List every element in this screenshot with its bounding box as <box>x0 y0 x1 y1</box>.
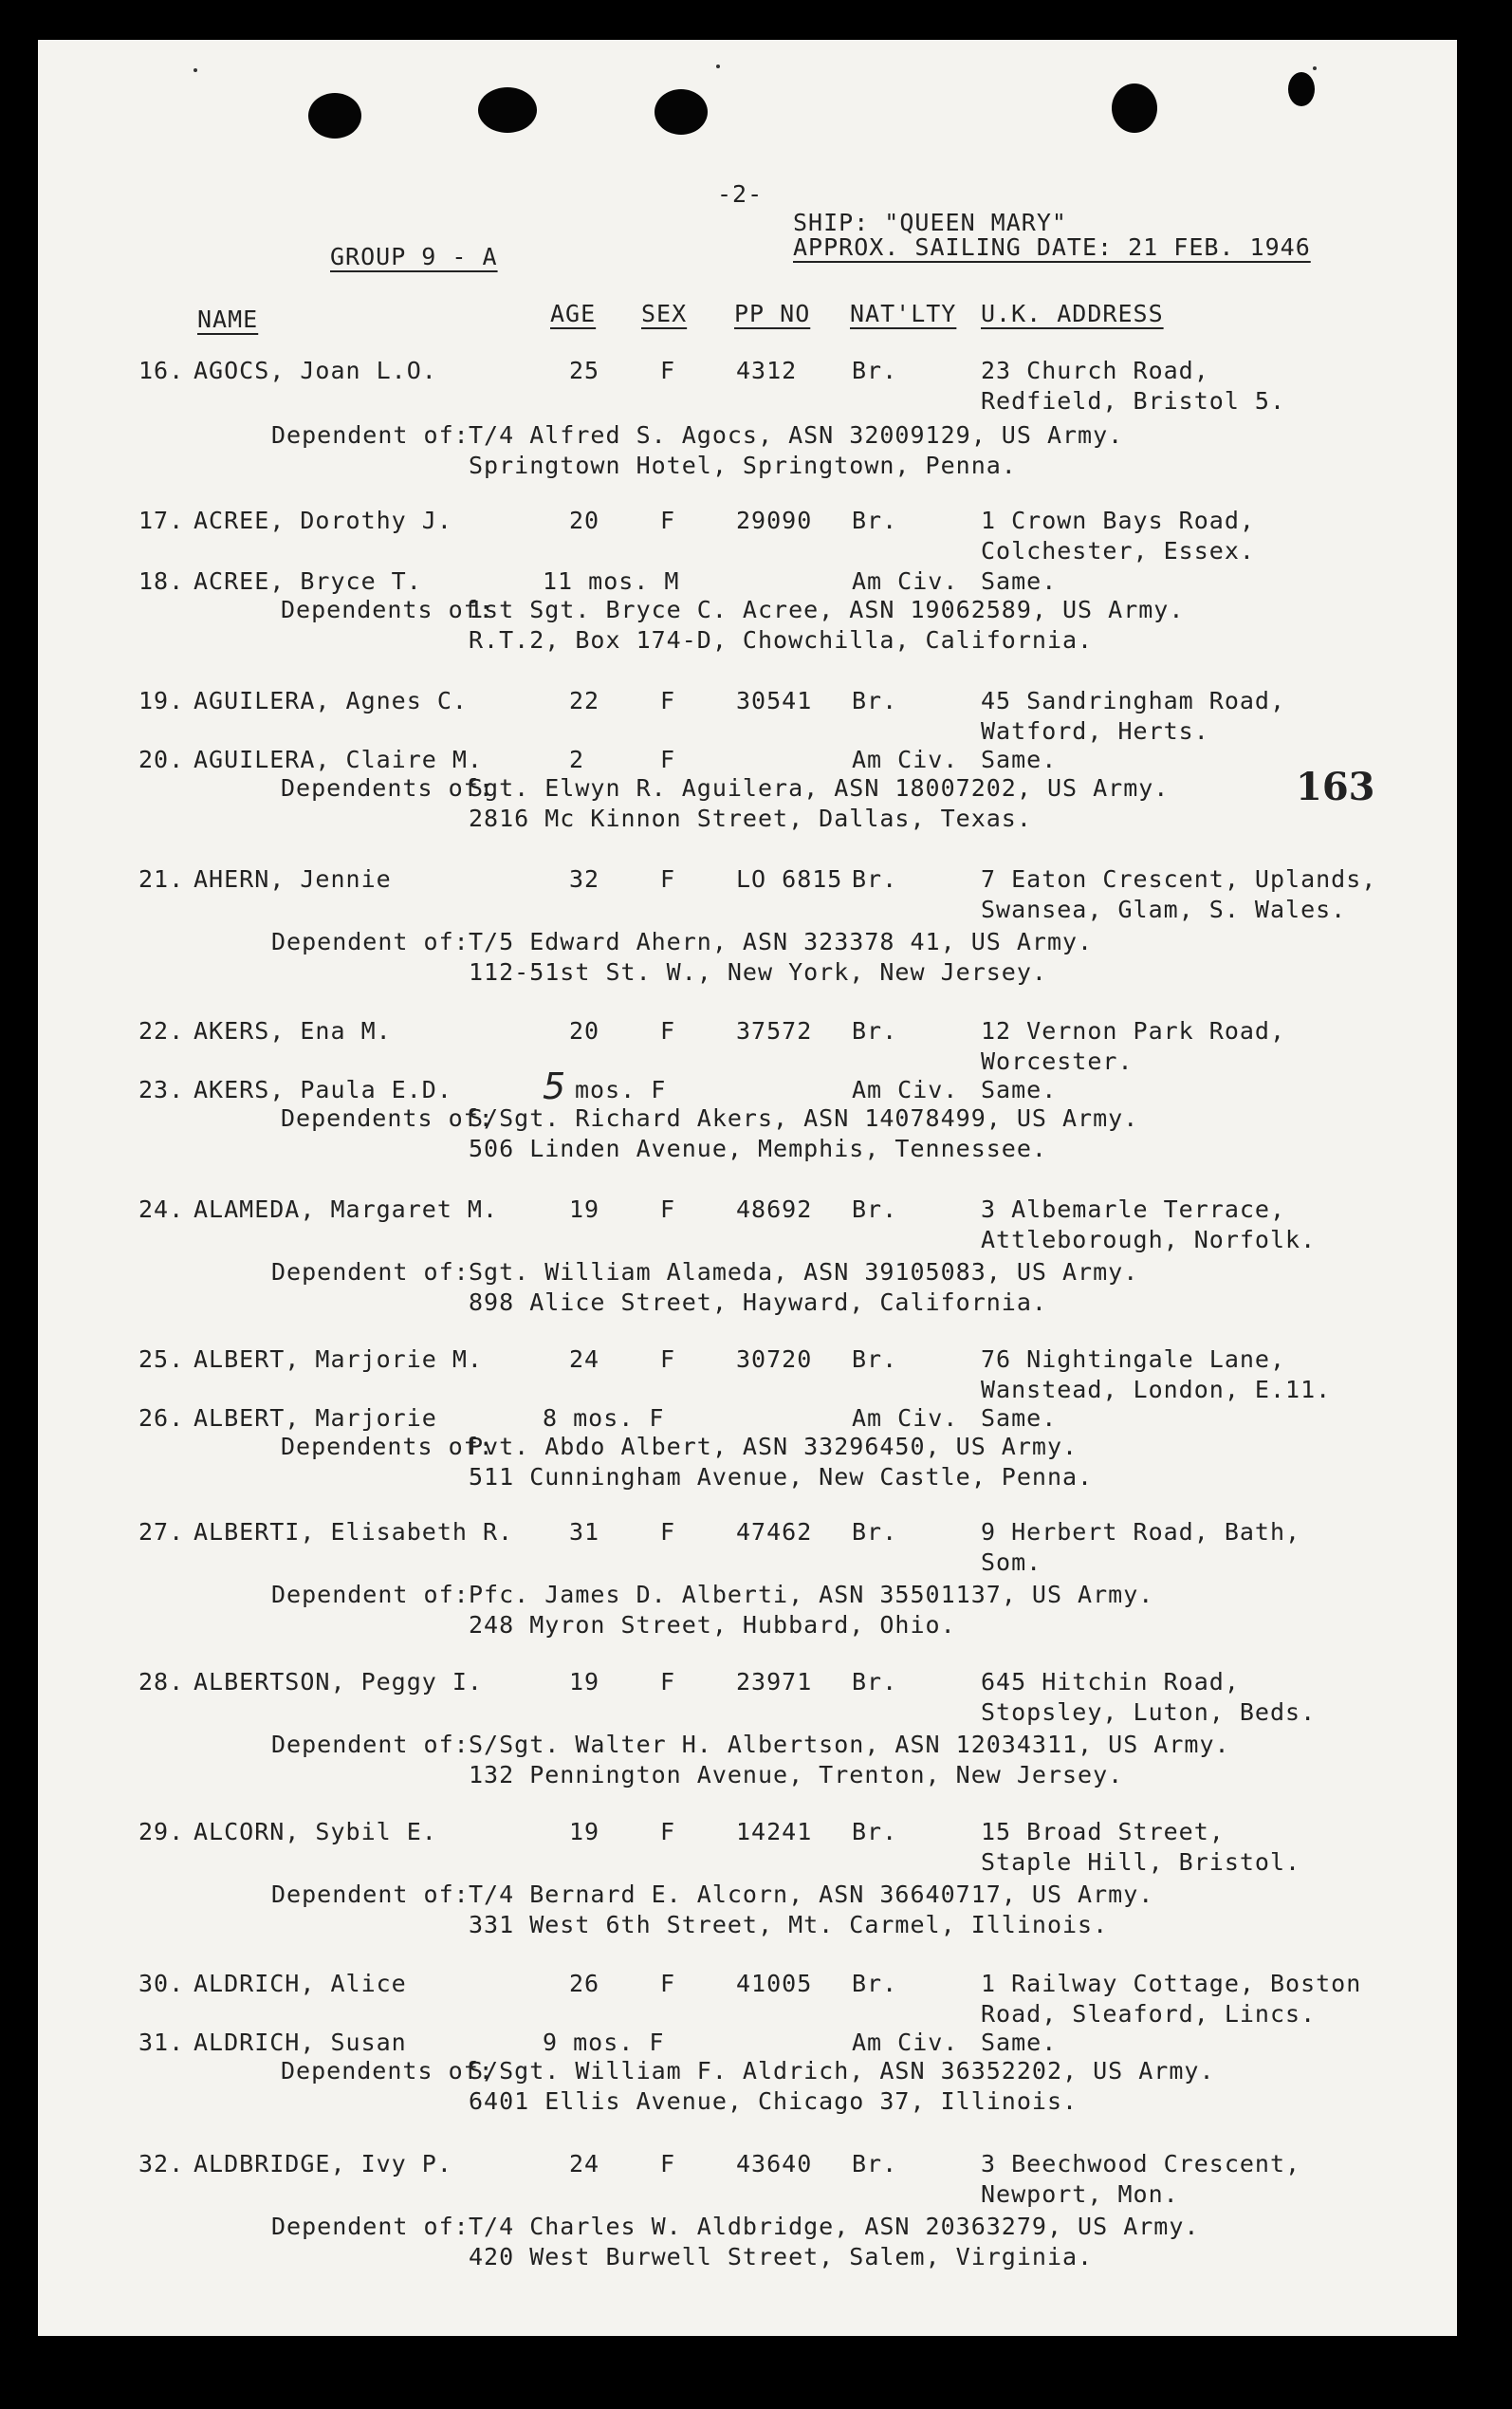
uk-address-line2: Wanstead, London, E.11. <box>981 1376 1332 1403</box>
passenger-list <box>38 40 1457 2336</box>
uk-address-line1: 1 Railway Cottage, Boston <box>981 1970 1362 1997</box>
passenger-name: AGUILERA, Claire M. <box>194 746 483 773</box>
dependent-label: Dependent of: <box>271 928 470 955</box>
column-header-uk-address: U.K. ADDRESS <box>981 300 1164 327</box>
sex-value: F <box>660 1017 676 1045</box>
uk-address-line1: 3 Albemarle Terrace, <box>981 1195 1286 1223</box>
sponsor-address: 132 Pennington Avenue, Trenton, New Jersey. <box>469 1761 1124 1788</box>
passport-number: 47462 <box>736 1518 813 1546</box>
age-value: 31 <box>569 1518 600 1546</box>
passenger-name: ALDRICH, Susan <box>194 2029 407 2056</box>
age-value: 11 mos. M <box>543 567 680 595</box>
entry-number: 18. <box>138 567 185 595</box>
passenger-name: ACREE, Dorothy J. <box>194 507 452 534</box>
passport-number: 23971 <box>736 1668 813 1696</box>
entry-number: 19. <box>138 687 185 714</box>
dependent-label: Dependent of: <box>271 1881 470 1908</box>
uk-address-line1: Same. <box>981 746 1058 773</box>
nationality-value: Am Civ. <box>852 746 959 773</box>
uk-address-line1: 76 Nightingale Lane, <box>981 1345 1286 1373</box>
nationality-value: Br. <box>852 687 898 714</box>
uk-address-line1: 3 Beechwood Crescent, <box>981 2150 1301 2177</box>
dependent-label: Dependents of: <box>281 1433 494 1460</box>
passport-number: 4312 <box>736 357 798 384</box>
nationality-value: Am Civ. <box>852 1404 959 1432</box>
uk-address-line1: 7 Eaton Crescent, Uplands, <box>981 865 1377 893</box>
sponsor-address: R.T.2, Box 174-D, Chowchilla, California. <box>469 626 1094 654</box>
nationality-value: Br. <box>852 1668 898 1696</box>
column-header-name: NAME <box>197 306 259 333</box>
sex-value: F <box>660 357 676 384</box>
passenger-name: AGUILERA, Agnes C. <box>194 687 468 714</box>
age-value: 24 <box>569 1345 600 1373</box>
nationality-value: Br. <box>852 1970 898 1997</box>
dependent-label: Dependent of: <box>271 1731 470 1758</box>
sponsor-line: Sgt. Elwyn R. Aguilera, ASN 18007202, US Army. <box>469 774 1170 802</box>
entry-number: 27. <box>138 1518 185 1546</box>
column-header-sex: SEX <box>641 300 688 327</box>
nationality-value: Am Civ. <box>852 2029 959 2056</box>
sex-value: F <box>660 2150 676 2177</box>
entry-number: 31. <box>138 2029 185 2056</box>
uk-address-line1: Same. <box>981 2029 1058 2056</box>
sex-value: F <box>660 1195 676 1223</box>
nationality-value: Br. <box>852 1195 898 1223</box>
sex-value: F <box>660 1970 676 1997</box>
age-value: 9 mos. F <box>543 2029 665 2056</box>
ship-name: SHIP: "QUEEN MARY" <box>793 209 1067 236</box>
entry-number: 16. <box>138 357 185 384</box>
age-value: 8 mos. F <box>543 1404 665 1432</box>
passenger-name: ALBERT, Marjorie <box>194 1404 437 1432</box>
sponsor-line: S/Sgt. Richard Akers, ASN 14078499, US Army. <box>469 1104 1139 1132</box>
sponsor-line: T/4 Alfred S. Agocs, ASN 32009129, US Army. <box>469 421 1124 449</box>
passenger-name: AKERS, Paula E.D. <box>194 1076 452 1103</box>
entry-number: 26. <box>138 1404 185 1432</box>
entry-number: 25. <box>138 1345 185 1373</box>
age-value: 2 <box>569 746 585 773</box>
age-value: 24 <box>569 2150 600 2177</box>
page-number: -2- <box>717 180 764 208</box>
uk-address-line2: Newport, Mon. <box>981 2180 1179 2208</box>
sponsor-address: 511 Cunningham Avenue, New Castle, Penna. <box>469 1463 1094 1491</box>
passport-number: LO 6815 <box>736 865 843 893</box>
sex-value: F <box>660 865 676 893</box>
uk-address-line1: Same. <box>981 1404 1058 1432</box>
uk-address-line2: Road, Sleaford, Lincs. <box>981 2000 1317 2028</box>
sponsor-line: S/Sgt. Walter H. Albertson, ASN 12034311, US Army. <box>469 1731 1230 1758</box>
age-value: 22 <box>569 687 600 714</box>
dependent-label: Dependents of: <box>281 774 494 802</box>
uk-address-line1: Same. <box>981 567 1058 595</box>
passenger-name: AHERN, Jennie <box>194 865 392 893</box>
passport-number: 14241 <box>736 1818 813 1845</box>
entry-number: 29. <box>138 1818 185 1845</box>
sponsor-address: Springtown Hotel, Springtown, Penna. <box>469 452 1017 479</box>
document-page <box>38 40 1457 2336</box>
sponsor-address: 6401 Ellis Avenue, Chicago 37, Illinois. <box>469 2087 1079 2115</box>
passenger-name: ALDBRIDGE, Ivy P. <box>194 2150 452 2177</box>
uk-address-line1: 12 Vernon Park Road, <box>981 1017 1286 1045</box>
sponsor-address: 2816 Mc Kinnon Street, Dallas, Texas. <box>469 805 1032 832</box>
sponsor-line: 1st Sgt. Bryce C. Acree, ASN 19062589, US Army. <box>469 596 1185 623</box>
nationality-value: Br. <box>852 1518 898 1546</box>
passenger-name: AGOCS, Joan L.O. <box>194 357 437 384</box>
age-value: 20 <box>569 507 600 534</box>
age-value: 25 <box>569 357 600 384</box>
nationality-value: Br. <box>852 507 898 534</box>
passenger-name: AKERS, Ena M. <box>194 1017 392 1045</box>
nationality-value: Br. <box>852 865 898 893</box>
uk-address-line1: 23 Church Road, <box>981 357 1209 384</box>
dependent-label: Dependent of: <box>271 2213 470 2240</box>
uk-address-line2: Redfield, Bristol 5. <box>981 387 1286 415</box>
uk-address-line1: 15 Broad Street, <box>981 1818 1225 1845</box>
uk-address-line1: 9 Herbert Road, Bath, <box>981 1518 1301 1546</box>
uk-address-line2: Swansea, Glam, S. Wales. <box>981 896 1347 923</box>
nationality-value: Br. <box>852 1818 898 1845</box>
column-header-pp-no: PP NO <box>734 300 811 327</box>
dependent-label: Dependents of: <box>281 596 494 623</box>
age-handwritten: 5 <box>543 1066 566 1107</box>
passenger-name: ALCORN, Sybil E. <box>194 1818 437 1845</box>
sponsor-line: Pfc. James D. Alberti, ASN 35501137, US Army. <box>469 1581 1154 1608</box>
age-value: 19 <box>569 1668 600 1696</box>
uk-address-line1: 645 Hitchin Road, <box>981 1668 1240 1696</box>
nationality-value: Br. <box>852 1345 898 1373</box>
sailing-date: APPROX. SAILING DATE: 21 FEB. 1946 <box>793 233 1311 261</box>
passport-number: 37572 <box>736 1017 813 1045</box>
dependent-label: Dependents of: <box>281 2057 494 2085</box>
passport-number: 29090 <box>736 507 813 534</box>
dependent-label: Dependent of: <box>271 421 470 449</box>
uk-address-line2: Colchester, Essex. <box>981 537 1255 565</box>
entry-number: 22. <box>138 1017 185 1045</box>
sponsor-line: Sgt. William Alameda, ASN 39105083, US Army. <box>469 1258 1139 1286</box>
dependent-label: Dependent of: <box>271 1258 470 1286</box>
uk-address-line2: Watford, Herts. <box>981 717 1209 745</box>
uk-address-line2: Worcester. <box>981 1047 1134 1075</box>
column-header-age: AGE <box>550 300 597 327</box>
entry-number: 30. <box>138 1970 185 1997</box>
sponsor-address: 506 Linden Avenue, Memphis, Tennessee. <box>469 1135 1047 1162</box>
nationality-value: Am Civ. <box>852 1076 959 1103</box>
sex-value: F <box>660 1345 676 1373</box>
passport-number: 41005 <box>736 1970 813 1997</box>
sponsor-address: 248 Myron Street, Hubbard, Ohio. <box>469 1611 956 1639</box>
sex-value: F <box>660 1518 676 1546</box>
age-value: 20 <box>569 1017 600 1045</box>
uk-address-line1: 1 Crown Bays Road, <box>981 507 1255 534</box>
passport-number: 43640 <box>736 2150 813 2177</box>
entry-number: 32. <box>138 2150 185 2177</box>
age-value: 32 <box>569 865 600 893</box>
age-value: 19 <box>569 1818 600 1845</box>
passenger-name: ALBERT, Marjorie M. <box>194 1345 483 1373</box>
uk-address-line1: Same. <box>981 1076 1058 1103</box>
sponsor-address: 420 West Burwell Street, Salem, Virginia. <box>469 2243 1094 2270</box>
uk-address-line2: Som. <box>981 1548 1042 1576</box>
sponsor-line: T/4 Bernard E. Alcorn, ASN 36640717, US Army. <box>469 1881 1154 1908</box>
uk-address-line1: 45 Sandringham Road, <box>981 687 1286 714</box>
entry-number: 28. <box>138 1668 185 1696</box>
nationality-value: Br. <box>852 2150 898 2177</box>
uk-address-line2: Staple Hill, Bristol. <box>981 1848 1301 1876</box>
passenger-name: ALBERTSON, Peggy I. <box>194 1668 483 1696</box>
dependent-label: Dependent of: <box>271 1581 470 1608</box>
entry-number: 24. <box>138 1195 185 1223</box>
age-value: 19 <box>569 1195 600 1223</box>
passport-number: 48692 <box>736 1195 813 1223</box>
nationality-value: Br. <box>852 1017 898 1045</box>
age-value: 26 <box>569 1970 600 1997</box>
sex-value: F <box>660 1668 676 1696</box>
sponsor-line: T/5 Edward Ahern, ASN 323378 41, US Army. <box>469 928 1094 955</box>
sponsor-line: Pvt. Abdo Albert, ASN 33296450, US Army. <box>469 1433 1079 1460</box>
passport-number: 30541 <box>736 687 813 714</box>
sex-value: F <box>660 746 676 773</box>
passport-number: 30720 <box>736 1345 813 1373</box>
sponsor-address: 112-51st St. W., New York, New Jersey. <box>469 958 1047 986</box>
dependent-label: Dependents of: <box>281 1104 494 1132</box>
nationality-value: Br. <box>852 357 898 384</box>
passenger-name: ALBERTI, Elisabeth R. <box>194 1518 514 1546</box>
entry-number: 20. <box>138 746 185 773</box>
entry-number: 21. <box>138 865 185 893</box>
passenger-name: ALAMEDA, Margaret M. <box>194 1195 499 1223</box>
sponsor-line: T/4 Charles W. Aldbridge, ASN 20363279, US Army. <box>469 2213 1200 2240</box>
nationality-value: Am Civ. <box>852 567 959 595</box>
sex-value: F <box>660 687 676 714</box>
sponsor-address: 331 West 6th Street, Mt. Carmel, Illinois. <box>469 1911 1109 1938</box>
entry-number: 17. <box>138 507 185 534</box>
sex-value: F <box>660 1818 676 1845</box>
uk-address-line2: Attleborough, Norfolk. <box>981 1226 1317 1253</box>
uk-address-line2: Stopsley, Luton, Beds. <box>981 1698 1317 1726</box>
age-value: mos. F <box>575 1076 667 1103</box>
group-label: GROUP 9 - A <box>330 243 498 270</box>
column-header-nationality: NAT'LTY <box>850 300 957 327</box>
passenger-name: ALDRICH, Alice <box>194 1970 407 1997</box>
passenger-name: ACREE, Bryce T. <box>194 567 422 595</box>
stamped-page-number: 163 <box>1296 765 1375 809</box>
entry-number: 23. <box>138 1076 185 1103</box>
sex-value: F <box>660 507 676 534</box>
sponsor-address: 898 Alice Street, Hayward, California. <box>469 1288 1047 1316</box>
sponsor-line: S/Sgt. William F. Aldrich, ASN 36352202, US Army. <box>469 2057 1215 2085</box>
